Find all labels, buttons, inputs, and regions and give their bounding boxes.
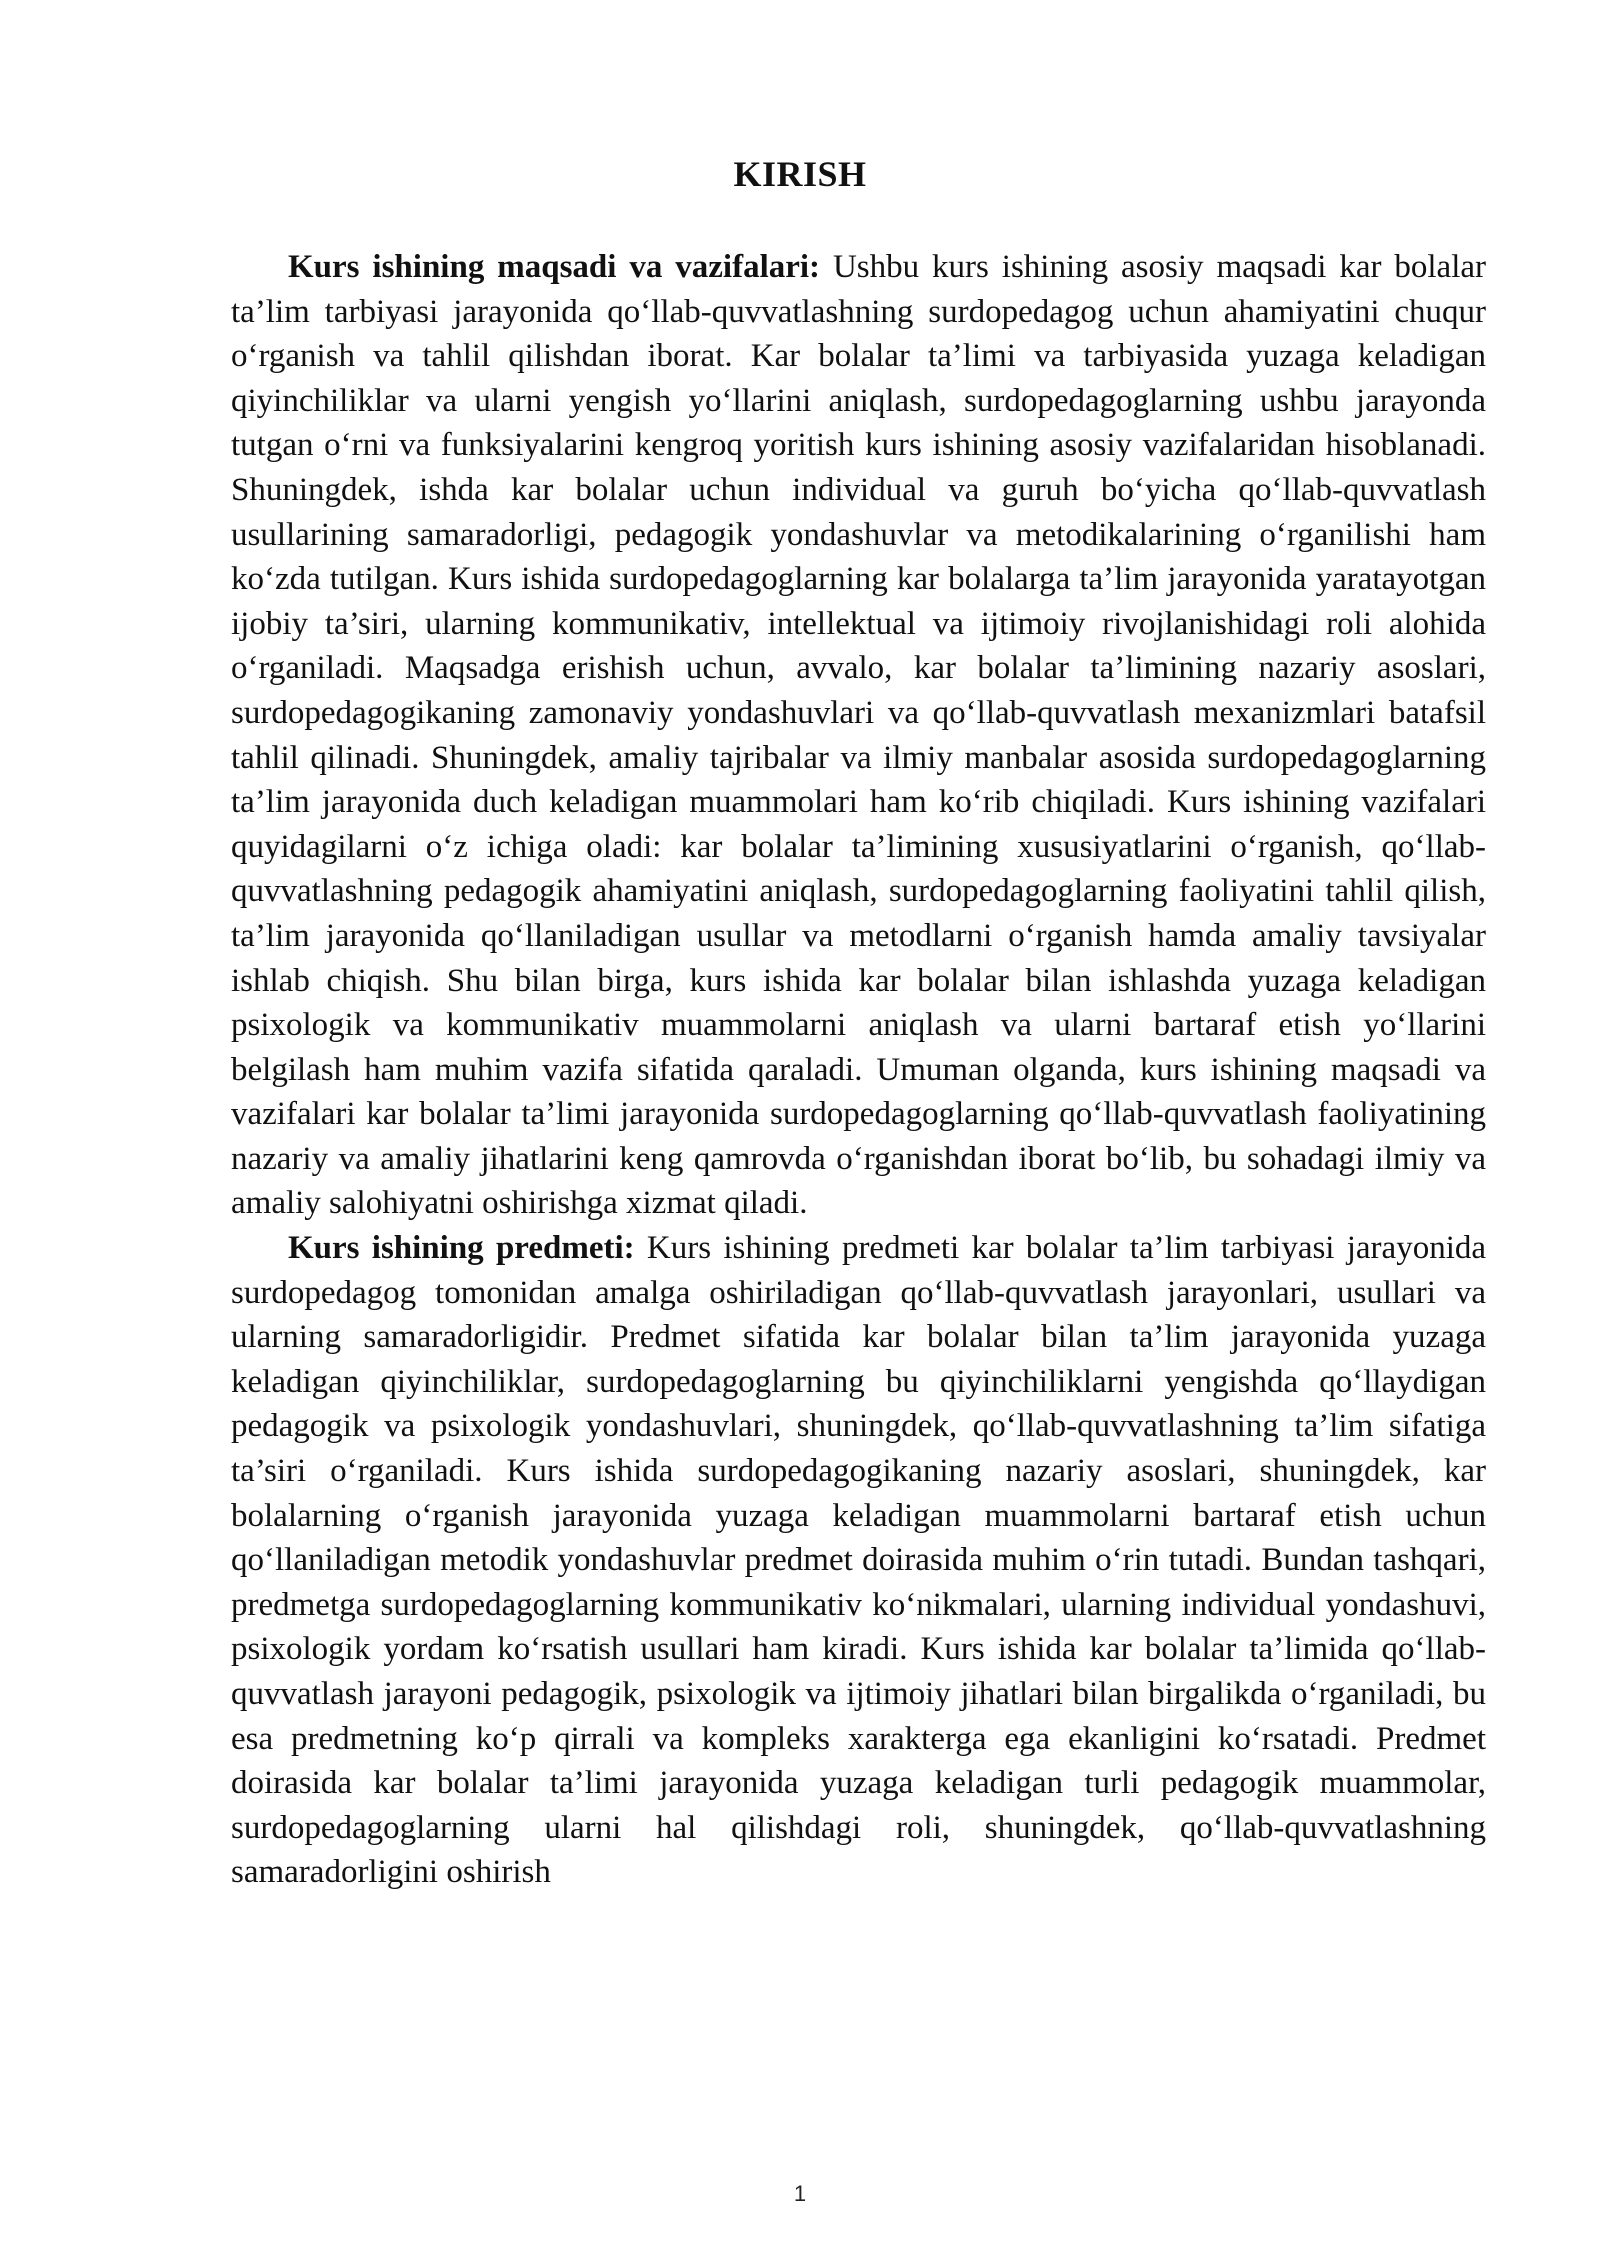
paragraph-goals (231, 245, 1486, 1226)
page-number: 1 (793, 2181, 807, 2206)
paragraph-subject-lead: Kurs ishining predmeti: (288, 1230, 635, 1267)
paragraph-subject-text: Kurs ishining predmeti kar bolalar ta’lim tarbiyasi jarayonida surdopedagog tomonidan amalga oshiriladigan qo‘llab-quvvatlash jarayonlari, usullari va ularning samaradorligidir. Predmet sifatida kar bolalar bilan ta’lim jarayonida yuzaga keladigan qiyinchiliklar, surdopedagoglarning bu qiyinchiliklarni yengishda qo‘llaydigan pedagogik va psixologik yondashuvlari, shuningdek, qo‘llab-quvvatlashning ta’lim sifatiga ta’siri o‘rganiladi. Kurs ishida surdopedagogikaning nazariy asoslari, shuningdek, kar bolalarning o‘rganish jarayonida yuzaga keladigan muammolarni bartaraf etish uchun qo‘llaniladigan metodik yondashuvlar predmet doirasida muhim o‘rin tutadi. Bundan tashqari, predmetga surdopedagoglarning kommunikativ ko‘nikmalari, ularning individual yondashuvi, psixologik yordam ko‘rsatish usullari ham kiradi. Kurs ishida kar bolalar ta’limida qo‘llab-quvvatlash jarayoni pedagogik, psixologik va ijtimoiy jihatlari bilan birgalikda o‘rganiladi, bu esa predmetning ko‘p qirrali va kompleks xarakterga ega ekanligini ko‘rsatadi. Predmet doirasida kar bolalar ta’limi jarayonida yuzaga keladigan turli pedagogik muammolar, surdopedagoglarning ularni hal qilishdagi roli, shuningdek, qo‘llab-quvvatlashning samaradorligini oshirish (231, 1230, 1487, 1891)
paragraph-subject (231, 1226, 1486, 1895)
body-text (231, 245, 1486, 1895)
paragraph-goals-lead: Kurs ishining maqsadi va vazifalari: (288, 249, 821, 285)
page-title: KIRISH (733, 154, 867, 194)
paragraph-goals-text: Ushbu kurs ishining asosiy maqsadi kar bolalar ta’lim tarbiyasi jarayonida qo‘llab-quvvatlashning surdopedagog uchun ahamiyatini chuqur o‘rganish va tahlil qilishdan iborat. Kar bolalar ta’limi va tarbiyasida yuzaga keladigan qiyinchiliklar va ularni yengish yo‘llarini aniqlash, surdopedagoglarning ushbu jarayonda tutgan o‘rni va funksiyalarini kengroq yoritish kurs ishining asosiy vazifalaridan hisoblanadi. Shuningdek, ishda kar bolalar uchun individual va guruh bo‘yicha qo‘llab-quvvatlash usullarining samaradorligi, pedagogik yondashuvlar va metodikalarining o‘rganilishi ham ko‘zda tutilgan. Kurs ishida surdopedagoglarning kar bolalarga ta’lim jarayonida yaratayotgan ijobiy ta’siri, ularning kommunikativ, intellektual va ijtimoiy rivojlanishidagi roli alohida o‘rganiladi. Maqsadga erishish uchun, avvalo, kar bolalar ta’limining nazariy asoslari, surdopedagogikaning zamonaviy yondashuvlari va qo‘llab-quvvatlash mexanizmlari batafsil tahlil qilinadi. Shuningdek, amaliy tajribalar va ilmiy manbalar asosida surdopedagoglarning ta’lim jarayonida duch keladigan muammolari ham ko‘rib chiqiladi. Kurs ishining vazifalari quyidagilarni o‘z ichiga oladi: kar bolalar ta’limining xususiyatlarini o‘rganish, qo‘llab-quvvatlashning pedagogik ahamiyatini aniqlash, surdopedagoglarning faoliyatini tahlil qilish, ta’lim jarayonida qo‘llaniladigan usullar va metodlarni o‘rganish hamda amaliy tavsiyalar ishlab chiqish. Shu bilan birga, kurs ishida kar bolalar bilan ishlashda yuzaga keladigan psixologik va kommunikativ muammolarni aniqlash va ularni bartaraf etish yo‘llarini belgilash ham muhim vazifa sifatida qaraladi. Umuman olganda, kurs ishining maqsadi va vazifalari kar bolalar ta’limi jarayonida surdopedagoglarning qo‘llab-quvvatlash faoliyatining nazariy va amaliy jihatlarini keng qamrovda o‘rganishdan iborat bo‘lib, bu sohadagi ilmiy va amaliy salohiyatni oshirishga xizmat qiladi. (231, 249, 1486, 1222)
